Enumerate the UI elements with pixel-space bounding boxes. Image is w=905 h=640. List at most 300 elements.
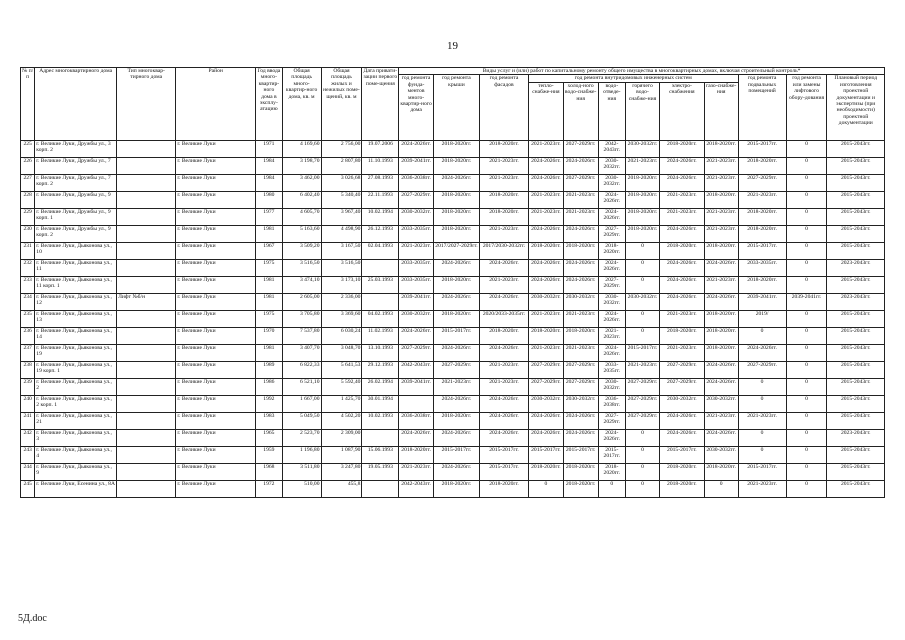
- gas-cell: 2018-2020гг.: [704, 140, 738, 157]
- elevator-cell: 0: [786, 480, 827, 497]
- type-cell: [117, 327, 176, 344]
- elevator-cell: 0: [786, 361, 827, 378]
- privatization-cell: [362, 293, 399, 310]
- basement-cell: 0: [738, 378, 786, 395]
- living-area-cell: 3 167,50: [321, 242, 362, 259]
- total-area-cell: 510,00: [282, 480, 321, 497]
- type-cell: [117, 429, 176, 446]
- total-area-cell: 3 474,10: [282, 276, 321, 293]
- table-row: [21, 327, 885, 344]
- basement-cell: 2039-2041гг.: [738, 293, 786, 310]
- elevator-cell: 0: [786, 412, 827, 429]
- table-row: [21, 276, 885, 293]
- basement-cell: 2015-2017гг.: [738, 463, 786, 480]
- total-area-cell: 3 516,50: [282, 259, 321, 276]
- sewer-cell: 2024-2026гг.: [598, 259, 626, 276]
- heat-cell: 2024-2026гг.: [529, 429, 564, 446]
- heat-cell: 2024-2026гг.: [529, 157, 564, 174]
- basement-cell: 2019/: [738, 310, 786, 327]
- living-area-cell: 5 641,53: [321, 361, 362, 378]
- hot-water-cell: 0: [626, 480, 660, 497]
- living-area-cell: 3 967,40: [321, 208, 362, 225]
- year-cell: 1981: [256, 225, 283, 242]
- roof-cell: 2018-2020гг.: [433, 140, 479, 157]
- table-row: [21, 412, 885, 429]
- sewer-cell: 2033-2035гг.: [598, 361, 626, 378]
- total-area-cell: 5 049,50: [282, 412, 321, 429]
- facade-cell: 2024-2026гг.: [479, 412, 528, 429]
- year-cell: 1967: [256, 242, 283, 259]
- heat-cell: 2021-2023гг.: [529, 191, 564, 208]
- total-area-cell: 2 605,00: [282, 293, 321, 310]
- district-cell: г. Великие Луки: [176, 310, 256, 327]
- year-cell: 1980: [256, 191, 283, 208]
- heat-cell: 2021-2023гг.: [529, 140, 564, 157]
- foundation-cell: 2042-2043гг.: [399, 480, 434, 497]
- district-cell: г. Великие Луки: [176, 208, 256, 225]
- district-cell: г. Великие Луки: [176, 157, 256, 174]
- year-cell: 1992: [256, 395, 283, 412]
- foundation-cell: 2018-2020гг.: [399, 446, 434, 463]
- foundation-cell: 2024-2026гг.: [399, 327, 434, 344]
- basement-cell: 0: [738, 327, 786, 344]
- planned-period-cell: 2015-2043гг.: [827, 242, 885, 259]
- sewer-cell: 2030-2032гг.: [598, 157, 626, 174]
- type-cell: [117, 276, 176, 293]
- gas-cell: 2021-2023гг.: [704, 208, 738, 225]
- hot-water-cell: 2018-2020гг.: [626, 174, 660, 191]
- total-area-cell: 5 163,60: [282, 225, 321, 242]
- row-number: 233: [21, 276, 35, 293]
- planned-period-cell: 2015-2043гг.: [827, 140, 885, 157]
- year-cell: 1989: [256, 361, 283, 378]
- roof-cell: 2015-2017гг.: [433, 327, 479, 344]
- page-number: 19: [447, 40, 458, 52]
- planned-period-cell: 2015-2043гг.: [827, 208, 885, 225]
- living-area-cell: 3 247,80: [321, 463, 362, 480]
- living-area-cell: 5 592,40: [321, 378, 362, 395]
- basement-cell: 2018-2020гг.: [738, 225, 786, 242]
- living-area-cell: 2 309,00: [321, 429, 362, 446]
- sewer-cell: 2030-2032гг.: [598, 293, 626, 310]
- basement-cell: 0: [738, 429, 786, 446]
- gas-cell: 2021-2023гг.: [704, 225, 738, 242]
- year-cell: 1981: [256, 293, 283, 310]
- year-cell: 1977: [256, 208, 283, 225]
- total-area-cell: 6 402,40: [282, 191, 321, 208]
- planned-period-cell: 2015-2043гг.: [827, 225, 885, 242]
- row-number: 239: [21, 378, 35, 395]
- planned-period-cell: 2023-2043гг.: [827, 293, 885, 310]
- privatization-cell: [362, 429, 399, 446]
- facade-cell: 2021-2023гг.: [479, 225, 528, 242]
- privatization-cell: 13.10.1993: [362, 344, 399, 361]
- type-cell: [117, 157, 176, 174]
- privatization-cell: 04.02.1993: [362, 310, 399, 327]
- address-cell: г. Великие Луки, Дьяконова ул., 19: [35, 344, 117, 361]
- privatization-cell: 25.03.1993: [362, 276, 399, 293]
- facade-cell: 2018-2020гг.: [479, 480, 528, 497]
- basement-cell: 2015-2017гг.: [738, 140, 786, 157]
- elevator-cell: 0: [786, 174, 827, 191]
- address-cell: г. Великие Луки, Дьяконова ул., 21: [35, 412, 117, 429]
- roof-cell: 2015-2017гг.: [433, 446, 479, 463]
- hot-water-cell: 2030-2032гг.: [626, 293, 660, 310]
- cold-water-cell: 2030-2032гг.: [563, 395, 598, 412]
- row-number: 235: [21, 310, 35, 327]
- living-area-cell: 3 173,10: [321, 276, 362, 293]
- table-row: [21, 225, 885, 242]
- sewer-cell: 2030-2032гг.: [598, 378, 626, 395]
- electric-cell: 2024-2026гг.: [659, 412, 704, 429]
- sewer-cell: 2015-2017гг.: [598, 446, 626, 463]
- privatization-cell: 11.02.1993: [362, 327, 399, 344]
- facade-cell: 2024-2026гг.: [479, 344, 528, 361]
- elevator-cell: 0: [786, 429, 827, 446]
- year-cell: 1981: [256, 344, 283, 361]
- privatization-cell: 29.12.1993: [362, 361, 399, 378]
- district-cell: г. Великие Луки: [176, 344, 256, 361]
- sewer-cell: 2024-2026гг.: [598, 429, 626, 446]
- address-cell: г. Великие Луки, Дьяконова ул., 10: [35, 242, 117, 259]
- district-cell: г. Великие Луки: [176, 140, 256, 157]
- facade-cell: 2018-2020гг.: [479, 327, 528, 344]
- sewer-cell: 2024-2026гг.: [598, 191, 626, 208]
- heat-cell: 2030-2032гг.: [529, 293, 564, 310]
- facade-cell: 2024-2026гг.: [479, 429, 528, 446]
- header-systems-group: год ремонта внутридомовых инженерных систем: [529, 75, 739, 82]
- foundation-cell: 2036-2038гг.: [399, 412, 434, 429]
- facade-cell: 2024-2026гг.: [479, 293, 528, 310]
- living-area-cell: 1 087,90: [321, 446, 362, 463]
- roof-cell: 2024-2026гг.: [433, 259, 479, 276]
- address-cell: г. Великие Луки, Дьяконова ул., 14: [35, 327, 117, 344]
- elevator-cell: 0: [786, 310, 827, 327]
- hot-water-cell: 0: [626, 429, 660, 446]
- row-number: 225: [21, 140, 35, 157]
- foundation-cell: 2039-2041гг.: [399, 157, 434, 174]
- header-total-area: Общая площадь много-квартир-ного дома, кв. м: [282, 68, 321, 141]
- hot-water-cell: 0: [626, 276, 660, 293]
- row-number: 241: [21, 412, 35, 429]
- planned-period-cell: 2023-2043гг.: [827, 429, 885, 446]
- hot-water-cell: 2027-2029гг.: [626, 412, 660, 429]
- header-planned-period: Плановый период изготовления проектной документации и экспертизы (при необходимости) проектной документации: [827, 75, 885, 140]
- cold-water-cell: 2024-2026гг.: [563, 259, 598, 276]
- facade-cell: 2021-2023гг.: [479, 157, 528, 174]
- type-cell: [117, 344, 176, 361]
- elevator-cell: 0: [786, 259, 827, 276]
- elevator-cell: 0: [786, 327, 827, 344]
- elevator-cell: 0: [786, 395, 827, 412]
- address-cell: г. Великие Луки, Дьяконова ул., 3: [35, 429, 117, 446]
- elevator-cell: 0: [786, 157, 827, 174]
- elevator-cell: 0: [786, 463, 827, 480]
- planned-period-cell: 2015-2043гг.: [827, 480, 885, 497]
- privatization-cell: [362, 259, 399, 276]
- type-cell: [117, 140, 176, 157]
- total-area-cell: 4 605,70: [282, 208, 321, 225]
- electric-cell: 2024-2026гг.: [659, 259, 704, 276]
- living-area-cell: 455,8: [321, 480, 362, 497]
- header-facade: год ремонта фасадов: [479, 75, 528, 140]
- foundation-cell: 2033-2035гг.: [399, 276, 434, 293]
- foundation-cell: 2033-2035гг.: [399, 259, 434, 276]
- cold-water-cell: 2024-2026гг.: [563, 429, 598, 446]
- address-cell: г. Великие Луки, Есенина ул., 8А: [35, 480, 117, 497]
- year-cell: 1968: [256, 463, 283, 480]
- cold-water-cell: 2024-2026гг.: [563, 276, 598, 293]
- hot-water-cell: 0: [626, 327, 660, 344]
- foundation-cell: 2039-2041гг.: [399, 378, 434, 395]
- gas-cell: 2018-2020гг.: [704, 310, 738, 327]
- facade-cell: 2021-2023гг.: [479, 361, 528, 378]
- sewer-cell: 2030-2032гг.: [598, 174, 626, 191]
- planned-period-cell: 2015-2043гг.: [827, 395, 885, 412]
- heat-cell: 0: [529, 480, 564, 497]
- roof-cell: 2018-2020гг.: [433, 276, 479, 293]
- basement-cell: 2027-2029гг.: [738, 174, 786, 191]
- privatization-cell: 15.06.1993: [362, 446, 399, 463]
- planned-period-cell: 2015-2043гг.: [827, 310, 885, 327]
- heat-cell: 2021-2023гг.: [529, 344, 564, 361]
- header-roof: год ремонта крыши: [433, 75, 479, 140]
- table-row: [21, 395, 885, 412]
- roof-cell: 2024-2026гг.: [433, 293, 479, 310]
- roof-cell: 2017/2027-2029гг.: [433, 242, 479, 259]
- heat-cell: 2024-2026гг.: [529, 412, 564, 429]
- type-cell: [117, 208, 176, 225]
- total-area-cell: 1 667,00: [282, 395, 321, 412]
- table-row: [21, 259, 885, 276]
- hot-water-cell: 0: [626, 259, 660, 276]
- sewer-cell: 2024-2026гг.: [598, 310, 626, 327]
- foundation-cell: 2024-2026гг.: [399, 140, 434, 157]
- privatization-cell: [362, 480, 399, 497]
- table-row: [21, 293, 885, 310]
- elevator-cell: 0: [786, 276, 827, 293]
- header-living-area: Общая площадь жилых и нежилых поме-щений, кв. м: [321, 68, 362, 141]
- elevator-cell: 0: [786, 378, 827, 395]
- living-area-cell: 6 030,24: [321, 327, 362, 344]
- privatization-cell: 02.04.1993: [362, 242, 399, 259]
- address-cell: г. Великие Луки, Дьяконова ул., 11: [35, 259, 117, 276]
- heat-cell: 2024-2026гг.: [529, 225, 564, 242]
- hot-water-cell: 2018-2020гг.: [626, 208, 660, 225]
- total-area-cell: 7 537,80: [282, 327, 321, 344]
- year-cell: 1983: [256, 412, 283, 429]
- table-row: [21, 140, 885, 157]
- foundation-cell: 2030-2032гг.: [399, 208, 434, 225]
- district-cell: г. Великие Луки: [176, 174, 256, 191]
- heat-cell: 2024-2026гг.: [529, 276, 564, 293]
- electric-cell: 2018-2020гг.: [659, 327, 704, 344]
- address-cell: г. Великие Луки, Дружбы ул., 9: [35, 191, 117, 208]
- facade-cell: 2021-2023гг.: [479, 276, 528, 293]
- elevator-cell: 0: [786, 344, 827, 361]
- district-cell: г. Великие Луки: [176, 276, 256, 293]
- row-number: 240: [21, 395, 35, 412]
- address-cell: г. Великие Луки, Дружбы ул., 9 корп. 2: [35, 225, 117, 242]
- hot-water-cell: 0: [626, 242, 660, 259]
- facade-cell: 2020/2033-2035гг.: [479, 310, 528, 327]
- row-number: 234: [21, 293, 35, 310]
- heat-cell: 2018-2020гг.: [529, 327, 564, 344]
- total-area-cell: 4 169,60: [282, 140, 321, 157]
- basement-cell: 0: [738, 446, 786, 463]
- foundation-cell: 2024-2026гг.: [399, 429, 434, 446]
- electric-cell: 2018-2020гг.: [659, 480, 704, 497]
- address-cell: г. Великие Луки, Дружбы ул., 9 корп. 1: [35, 208, 117, 225]
- roof-cell: 2024-2026гг.: [433, 174, 479, 191]
- privatization-cell: 22.11.1993: [362, 191, 399, 208]
- cold-water-cell: 2027-2029гг.: [563, 140, 598, 157]
- header-type: Тип многоквар-тирного дома: [117, 68, 176, 141]
- electric-cell: 2015-2017гг.: [659, 446, 704, 463]
- basement-cell: 2021-2023гг.: [738, 480, 786, 497]
- year-cell: 1959: [256, 446, 283, 463]
- address-cell: г. Великие Луки, Дружбы ул., 7 корп. 2: [35, 174, 117, 191]
- foundation-cell: 2027-2029гг.: [399, 344, 434, 361]
- electric-cell: 2024-2026гг.: [659, 225, 704, 242]
- address-cell: г. Великие Луки, Дьяконова ул., 2: [35, 378, 117, 395]
- privatization-cell: 19.05.1993: [362, 463, 399, 480]
- basement-cell: 2018-2020гг.: [738, 276, 786, 293]
- privatization-cell: 19.07.2006: [362, 140, 399, 157]
- type-cell: Лифт №б/н: [117, 293, 176, 310]
- address-cell: г. Великие Луки, Дьяконова ул., 2 корп. 1: [35, 395, 117, 412]
- sewer-cell: 2018-2020гг.: [598, 242, 626, 259]
- year-cell: 1971: [256, 140, 283, 157]
- table-row: [21, 378, 885, 395]
- table-body: [21, 140, 885, 497]
- cold-water-cell: 2027-2029гг.: [563, 378, 598, 395]
- electric-cell: 2024-2026гг.: [659, 429, 704, 446]
- roof-cell: 2024-2026гг.: [433, 429, 479, 446]
- row-number: 237: [21, 344, 35, 361]
- row-number: 243: [21, 446, 35, 463]
- header-no: № п/п: [21, 68, 35, 141]
- electric-cell: 2018-2020гг.: [659, 463, 704, 480]
- living-area-cell: 4 502,20: [321, 412, 362, 429]
- total-area-cell: 3 198,70: [282, 157, 321, 174]
- roof-cell: 2024-2026гг.: [433, 463, 479, 480]
- table-row: [21, 361, 885, 378]
- type-cell: [117, 242, 176, 259]
- header-gas: газо-снабже-ния: [704, 82, 738, 140]
- gas-cell: 2024-2026гг.: [704, 259, 738, 276]
- type-cell: [117, 446, 176, 463]
- total-area-cell: 3 705,80: [282, 310, 321, 327]
- table-row: [21, 480, 885, 497]
- type-cell: [117, 259, 176, 276]
- roof-cell: 2021-2023гг.: [433, 378, 479, 395]
- total-area-cell: 1 196,80: [282, 446, 321, 463]
- year-cell: 1984: [256, 157, 283, 174]
- table-row: [21, 429, 885, 446]
- basement-cell: 2024-2026гг.: [738, 344, 786, 361]
- gas-cell: 2018-2020гг.: [704, 191, 738, 208]
- row-number: 227: [21, 174, 35, 191]
- type-cell: [117, 480, 176, 497]
- type-cell: [117, 361, 176, 378]
- district-cell: г. Великие Луки: [176, 361, 256, 378]
- district-cell: г. Великие Луки: [176, 191, 256, 208]
- cold-water-cell: 2024-2026гг.: [563, 157, 598, 174]
- facade-cell: 2018-2020гг.: [479, 140, 528, 157]
- gas-cell: 2021-2023гг.: [704, 412, 738, 429]
- electric-cell: 2024-2026гг.: [659, 276, 704, 293]
- roof-cell: 2018-2020гг.: [433, 480, 479, 497]
- address-cell: г. Великие Луки, Дружбы ул., 7: [35, 157, 117, 174]
- basement-cell: 2018-2020гг.: [738, 208, 786, 225]
- facade-cell: 2017/2030-2032гг.: [479, 242, 528, 259]
- planned-period-cell: 2015-2043гг.: [827, 191, 885, 208]
- living-area-cell: 4 498,90: [321, 225, 362, 242]
- address-cell: г. Великие Луки, Дружбы ул., 3 корп. 2: [35, 140, 117, 157]
- total-area-cell: 6 822,33: [282, 361, 321, 378]
- type-cell: [117, 395, 176, 412]
- living-area-cell: 1 425,70: [321, 395, 362, 412]
- facade-cell: 2021-2023гг.: [479, 378, 528, 395]
- living-area-cell: 3 516,50: [321, 259, 362, 276]
- table-row: [21, 191, 885, 208]
- heat-cell: 2027-2029гг.: [529, 361, 564, 378]
- electric-cell: 2021-2023гг.: [659, 310, 704, 327]
- cold-water-cell: 2018-2020гг.: [563, 480, 598, 497]
- hot-water-cell: 0: [626, 463, 660, 480]
- row-number: 231: [21, 242, 35, 259]
- elevator-cell: 0: [786, 225, 827, 242]
- row-number: 229: [21, 208, 35, 225]
- elevator-cell: 2039-2041гг.: [786, 293, 827, 310]
- district-cell: г. Великие Луки: [176, 259, 256, 276]
- privatization-cell: 10.02.1993: [362, 412, 399, 429]
- privatization-cell: 26.12.1993: [362, 225, 399, 242]
- hot-water-cell: 2027-2029гг.: [626, 395, 660, 412]
- hot-water-cell: 2021-2023гг.: [626, 361, 660, 378]
- address-cell: г. Великие Луки, Дьяконова ул., 4: [35, 446, 117, 463]
- electric-cell: 2018-2020гг.: [659, 140, 704, 157]
- foundation-cell: 2033-2035гг.: [399, 225, 434, 242]
- year-cell: 1984: [256, 174, 283, 191]
- repair-schedule-table: [20, 67, 885, 498]
- table-row: [21, 157, 885, 174]
- planned-period-cell: 2015-2043гг.: [827, 378, 885, 395]
- electric-cell: 2024-2026гг.: [659, 157, 704, 174]
- sewer-cell: 2027-2029гг.: [598, 225, 626, 242]
- elevator-cell: 0: [786, 140, 827, 157]
- row-number: 228: [21, 191, 35, 208]
- header-electric: электро-снабжения: [659, 82, 704, 140]
- heat-cell: 2015-2017гг.: [529, 446, 564, 463]
- living-area-cell: 3 048,70: [321, 344, 362, 361]
- planned-period-cell: 2015-2043гг.: [827, 344, 885, 361]
- gas-cell: 2018-2020гг.: [704, 242, 738, 259]
- roof-cell: 2024-2026гг.: [433, 395, 479, 412]
- table-header: [21, 68, 885, 141]
- electric-cell: 2030-2032гг.: [659, 395, 704, 412]
- foundation-cell: [399, 395, 434, 412]
- row-number: 245: [21, 480, 35, 497]
- cold-water-cell: 2021-2023гг.: [563, 310, 598, 327]
- hot-water-cell: 0: [626, 310, 660, 327]
- facade-cell: 2018-2020гг.: [479, 208, 528, 225]
- roof-cell: 2018-2020гг.: [433, 310, 479, 327]
- table-row: [21, 310, 885, 327]
- row-number: 232: [21, 259, 35, 276]
- planned-period-cell: 2015-2043гг.: [827, 276, 885, 293]
